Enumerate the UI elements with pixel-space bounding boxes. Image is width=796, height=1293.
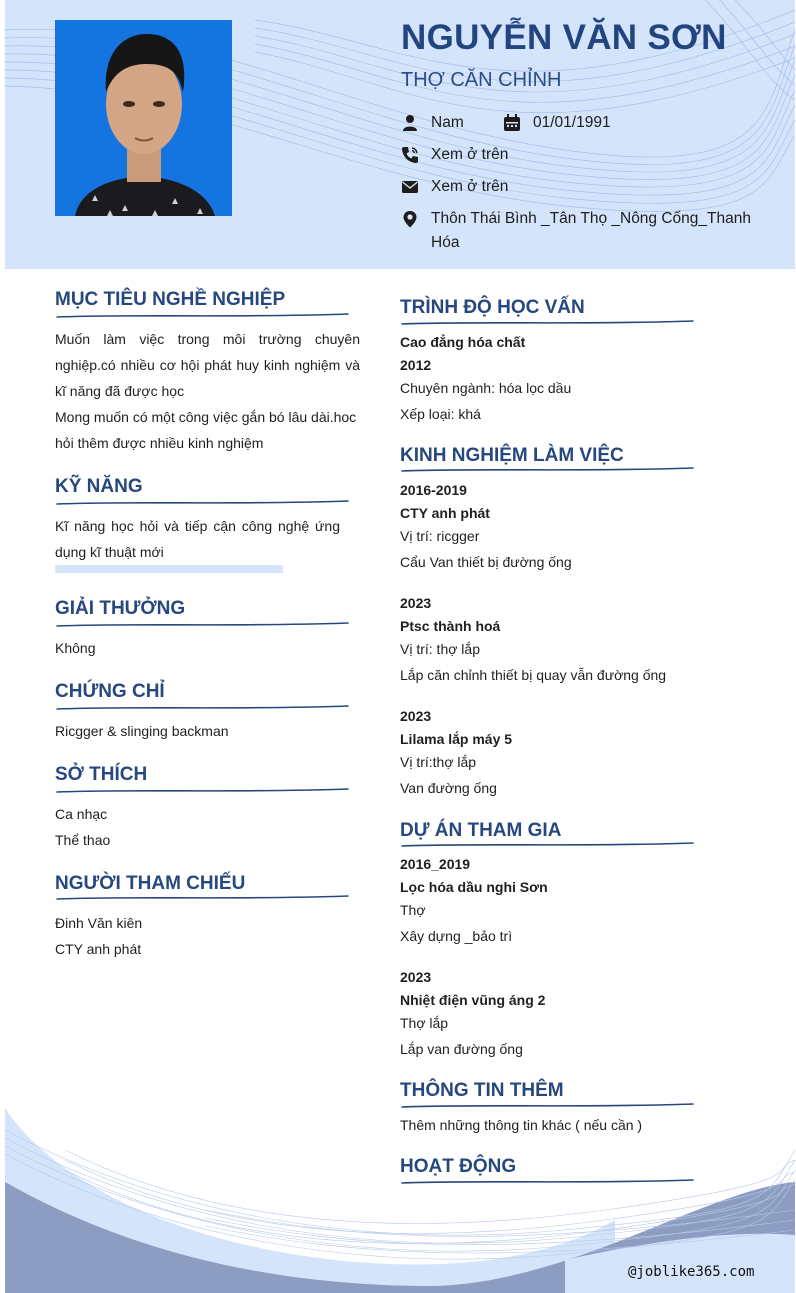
awards-underline — [55, 621, 350, 629]
skills-underline — [55, 499, 350, 507]
objective-heading: MỤC TIÊU NGHỀ NGHIỆP — [55, 289, 286, 310]
job-company: Lilama lắp máy 5 — [400, 731, 513, 747]
experience-item — [400, 477, 770, 575]
avatar — [55, 20, 232, 216]
calendar-icon — [503, 114, 521, 132]
project-role: Thợ lắp — [400, 1015, 449, 1031]
extra-info-text: Thêm những thông tin khác ( nếu cần ) — [400, 1117, 643, 1133]
certificates-heading: CHỨNG CHỈ — [55, 681, 165, 702]
project-name: Nhiệt điện vũng áng 2 — [400, 992, 546, 1008]
candidate-job-title: THỢ CĂN CHỈNH — [401, 69, 562, 91]
education-heading: TRÌNH ĐỘ HỌC VẤN — [400, 297, 585, 318]
objective-text-1: Muốn làm việc trong môi trường chuyên nghiệp.có nhiều cơ hội phát huy kinh nghiệm và kĩ năng đã được học — [55, 331, 360, 399]
project-name: Lọc hóa dầu nghi Sơn — [400, 879, 548, 895]
activities-heading: HOẠT ĐỘNG — [400, 1156, 517, 1177]
hobbies-heading: SỞ THÍCH — [55, 764, 148, 785]
experience-item — [400, 703, 770, 801]
job-description: Cẩu Van thiết bị đường ống — [400, 554, 572, 570]
job-description: Lắp căn chỉnh thiết bị quay vẫn đường ống — [400, 667, 667, 683]
address-value: Thôn Thái Bình _Tân Thọ _Nông Cống_Thanh Hóa — [431, 210, 751, 251]
cv-page — [5, 0, 795, 1293]
profile-photo — [55, 20, 232, 216]
activities-underline — [400, 1178, 695, 1186]
location-pin-icon — [401, 210, 419, 228]
education-underline — [400, 319, 695, 327]
projects-underline — [400, 841, 695, 849]
gender-value: Nam — [431, 114, 464, 131]
project-item — [400, 851, 770, 949]
project-item — [400, 964, 770, 1062]
project-description: Xây dựng _bảo trì — [400, 928, 513, 944]
experience-underline — [400, 466, 695, 474]
envelope-icon — [401, 178, 419, 196]
reference-item: CTY anh phát — [55, 941, 142, 957]
candidate-name: NGUYỄN VĂN SƠN — [401, 18, 727, 57]
project-period: 2016_2019 — [400, 856, 471, 872]
birthday-value: 01/01/1991 — [533, 114, 611, 131]
graduation-year: 2012 — [400, 357, 432, 373]
education-major: Chuyên ngành: hóa lọc dầu — [400, 380, 572, 396]
objective-text-2: Mong muốn có một công việc gắn bó lâu dài.hoc hỏi thêm được nhiều kinh nghiệm — [55, 409, 357, 451]
phone-icon — [401, 146, 419, 164]
awards-heading: GIẢI THƯỞNG — [55, 598, 186, 619]
hobbies-list — [55, 801, 355, 853]
projects-heading: DỰ ÁN THAM GIA — [400, 820, 562, 841]
references-list — [55, 910, 355, 962]
phone-value: Xem ở trên — [431, 146, 509, 163]
hobby-item: Thể thao — [55, 832, 111, 848]
objective-underline — [55, 312, 350, 320]
job-period: 2016-2019 — [400, 482, 467, 498]
person-icon — [401, 114, 419, 132]
hobby-item: Ca nhạc — [55, 806, 108, 822]
job-position: Vị trí: thợ lắp — [400, 641, 480, 657]
school-name: Cao đẳng hóa chất — [400, 334, 526, 350]
experience-heading: KINH NGHIỆM LÀM VIỆC — [400, 445, 624, 466]
job-position: Vị trí:thợ lắp — [400, 754, 477, 770]
skills-text: Kĩ năng học hỏi và tiếp cận công nghệ ứng dụng kĩ thuật mới — [55, 518, 340, 560]
job-period: 2023 — [400, 708, 432, 724]
awards-text: Không — [55, 640, 96, 656]
certificates-underline — [55, 704, 350, 712]
watermark: @joblike365.com — [628, 1264, 755, 1280]
job-description: Van đường ống — [400, 780, 497, 796]
hobbies-underline — [55, 787, 350, 795]
cv-header — [5, 0, 795, 269]
project-period: 2023 — [400, 969, 432, 985]
skills-heading: KỸ NĂNG — [55, 476, 143, 497]
certificates-text: Ricgger & slinging backman — [55, 723, 229, 739]
job-company: CTY anh phát — [400, 505, 490, 521]
education-block — [400, 329, 760, 427]
skill-level-bar — [55, 565, 283, 573]
references-underline — [55, 894, 350, 902]
reference-item: Đinh Văn kiên — [55, 915, 143, 931]
references-heading: NGƯỜI THAM CHIẾU — [55, 873, 246, 894]
job-position: Vị trí: ricgger — [400, 528, 480, 544]
education-rank: Xếp loại: khá — [400, 406, 481, 422]
project-description: Lắp van đường ống — [400, 1041, 523, 1057]
experience-item — [400, 590, 770, 688]
job-company: Ptsc thành hoá — [400, 618, 501, 634]
email-value: Xem ở trên — [431, 178, 509, 195]
job-period: 2023 — [400, 595, 432, 611]
extra-info-heading: THÔNG TIN THÊM — [400, 1080, 564, 1101]
extra-info-underline — [400, 1102, 695, 1110]
project-role: Thợ — [400, 902, 426, 918]
